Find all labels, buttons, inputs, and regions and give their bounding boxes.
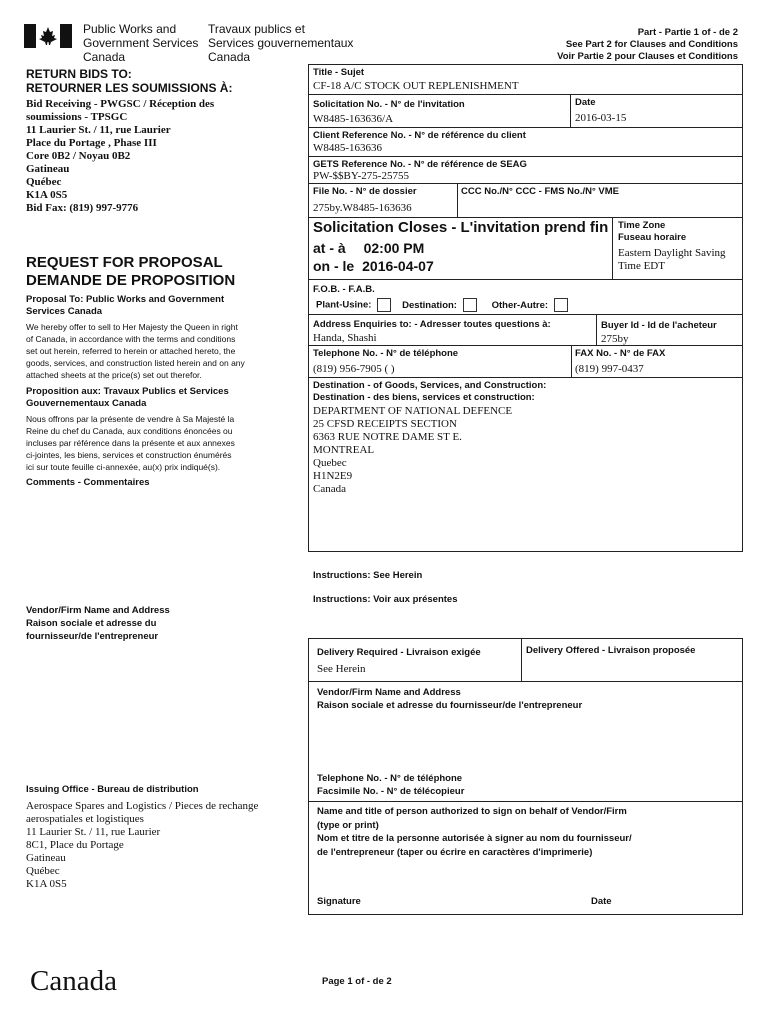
logo-text-fr: Travaux publics et Services gouvernementaux Canada [208,22,354,64]
proposal-to-label: Proposal To: Public Works and Government Services Canada [26,294,225,317]
address-enquiries-label: Address Enquiries to: - Adresser toutes questions à: [313,319,551,330]
instructions-fr: Instructions: Voir aux présentes [313,594,458,605]
telephone-value: (819) 956-7905 ( ) [313,363,395,375]
return-bids-address: Bid Receiving - PWGSC / Réception des soumissions - TPSGC 11 Laurier St. / 11, rue Laurier Place du Portage , Phase III Core 0B2 / Noyau 0B2 Gatineau Québec K1A 0S5 Bid Fax: (819) 997-9776 [26,98,215,214]
plant-label: Plant-Usine: [316,299,372,311]
delivery-required-label: Delivery Required - Livraison exigée [317,647,481,658]
fax-label: FAX No. - N° de FAX [575,348,666,359]
ccc-label: CCC No./N° CCC - FMS No./N° VME [461,186,620,197]
part-line-2: See Part 2 for Clauses and Conditions [565,39,738,50]
issuing-office-label: Issuing Office - Bureau de distribution [26,784,199,795]
instructions-en: Instructions: See Herein [313,570,423,581]
closes-at [313,240,424,256]
date-label: Date [575,97,596,108]
destination-label: Destination: [402,299,457,311]
authorized-person-field[interactable] [312,862,738,890]
on-value: 2016-04-07 [362,258,434,274]
client-ref-value: W8485-163636 [313,142,383,154]
at-label: at - à [313,240,346,256]
destination-checkbox[interactable] [463,298,477,312]
fax-value: (819) 997-0437 [575,363,644,375]
signature-label: Signature [317,896,361,907]
title-label: Title - Sujet [313,67,365,78]
date-value: 2016-03-15 [575,112,627,124]
file-no-label: File No. - N° de dossier [313,186,417,197]
issuing-office-address: Aerospace Spares and Logistics / Pieces de rechange aerospatiales et logistiques 11 Laurier St. / 11, rue Laurier 8C1, Place du Portage Gatineau Québec K1A 0S5 [26,800,259,890]
plant-checkbox[interactable] [377,298,391,312]
authorized-person-label: Name and title of person authorized to sign on behalf of Vendor/Firm (type or print) Nom et titre de la personne autorisée à signer au nom du fournisseur/ de l'entrepreneur (taper ou écrire en caractères d'imprimerie) [317,806,632,858]
fob-options [316,298,568,312]
closes-on [313,258,434,274]
other-label: Other-Autre: [491,299,549,311]
destination-goods-value: DEPARTMENT OF NATIONAL DEFENCE 25 CFSD RECEIPTS SECTION 6363 RUE NOTRE DAME ST E. MONTREAL Quebec H1N2E9 Canada [313,405,513,495]
client-ref-label: Client Reference No. - N° de référence du client [313,130,526,141]
page-number: Page 1 of - de 2 [322,976,392,987]
on-label: on - le [313,258,355,274]
vendor-telephone-label: Telephone No. - N° de téléphone Facsimile No. - N° de télécopieur [317,773,465,797]
proposal-to-text: We hereby offer to sell to Her Majesty the Queen in right of Canada, in accordance with the terms and conditions set out herein, referred to herein or attached hereto, the goods, services, and construction listed herein and on any attached sheets at the price(s) set out therefor. [26,322,245,380]
at-value: 02:00 PM [363,240,425,256]
canada-wordmark: Canada [30,965,117,997]
return-bids-heading [26,67,232,95]
buyer-id-label: Buyer Id - Id de l'acheteur [601,320,717,331]
rfp-title-fr: DEMANDE DE PROPOSITION [26,272,236,289]
part-line-1: Part - Partie 1 of - de 2 [637,27,738,38]
part-indicator [557,27,738,63]
destination-goods-label: Destination - of Goods, Services, and Construction: Destination - des biens, services et construction: [313,380,547,403]
timezone-label: Time Zone Fuseau horaire [618,220,687,243]
comments-label: Comments - Commentaires [26,477,150,488]
other-checkbox[interactable] [554,298,568,312]
part-line-3: Voir Partie 2 pour Clauses et Conditions [557,51,738,62]
fob-label: F.O.B. - F.A.B. [313,284,375,295]
file-no-value: 275by.W8485-163636 [313,202,412,214]
rfp-title-en: REQUEST FOR PROPOSAL [26,254,223,271]
telephone-label: Telephone No. - N° de téléphone [313,348,459,359]
vendor-firm-label: Vendor/Firm Name and Address Raison sociale et adresse du fournisseur/de l'entrepreneur [317,687,583,711]
closes-label: Solicitation Closes - L'invitation prend fin [313,219,609,236]
vendor-left-label: Vendor/Firm Name and Address Raison sociale et adresse du fournisseur/de l'entrepreneur [26,605,170,642]
delivery-required-value: See Herein [317,663,366,675]
return-bids-title-fr: RETOURNER LES SOUMISSIONS À: [26,81,233,95]
proposition-text: Nous offrons par la présente de vendre à Sa Majesté la Reine du chef du Canada, aux conditions énoncées ou incluses par référence dans la présente et aux annexes ci-jointes, les biens, services et construction énumérés ici sur toute feuille ci-annexée, au(x) prix indiqué(s). [26,414,235,472]
delivery-offered-label: Delivery Offered - Livraison proposée [526,645,696,656]
gets-ref-value: PW-$$BY-275-25755 [313,170,409,182]
buyer-id-value: 275by [601,333,629,345]
proposition-label: Proposition aux: Travaux Publics et Services Gouvernementaux Canada [26,386,229,409]
solicitation-label: Solicitation No. - N° de l'invitation [313,99,465,110]
canada-flag-icon [24,24,72,48]
signature-date-label: Date [591,896,612,907]
address-enquiries-value: Handa, Shashi [313,332,377,344]
rfp-heading [26,254,235,290]
gets-ref-label: GETS Reference No. - N° de référence de SEAG [313,159,527,170]
return-bids-title-en: RETURN BIDS TO: [26,67,132,81]
solicitation-value: W8485-163636/A [313,113,394,125]
timezone-value: Eastern Daylight Saving Time EDT [618,247,726,272]
title-value: CF-18 A/C STOCK OUT REPLENISHMENT [313,80,519,92]
logo-text-en: Public Works and Government Services Canada [83,22,199,64]
vendor-firm-field[interactable] [312,712,738,767]
